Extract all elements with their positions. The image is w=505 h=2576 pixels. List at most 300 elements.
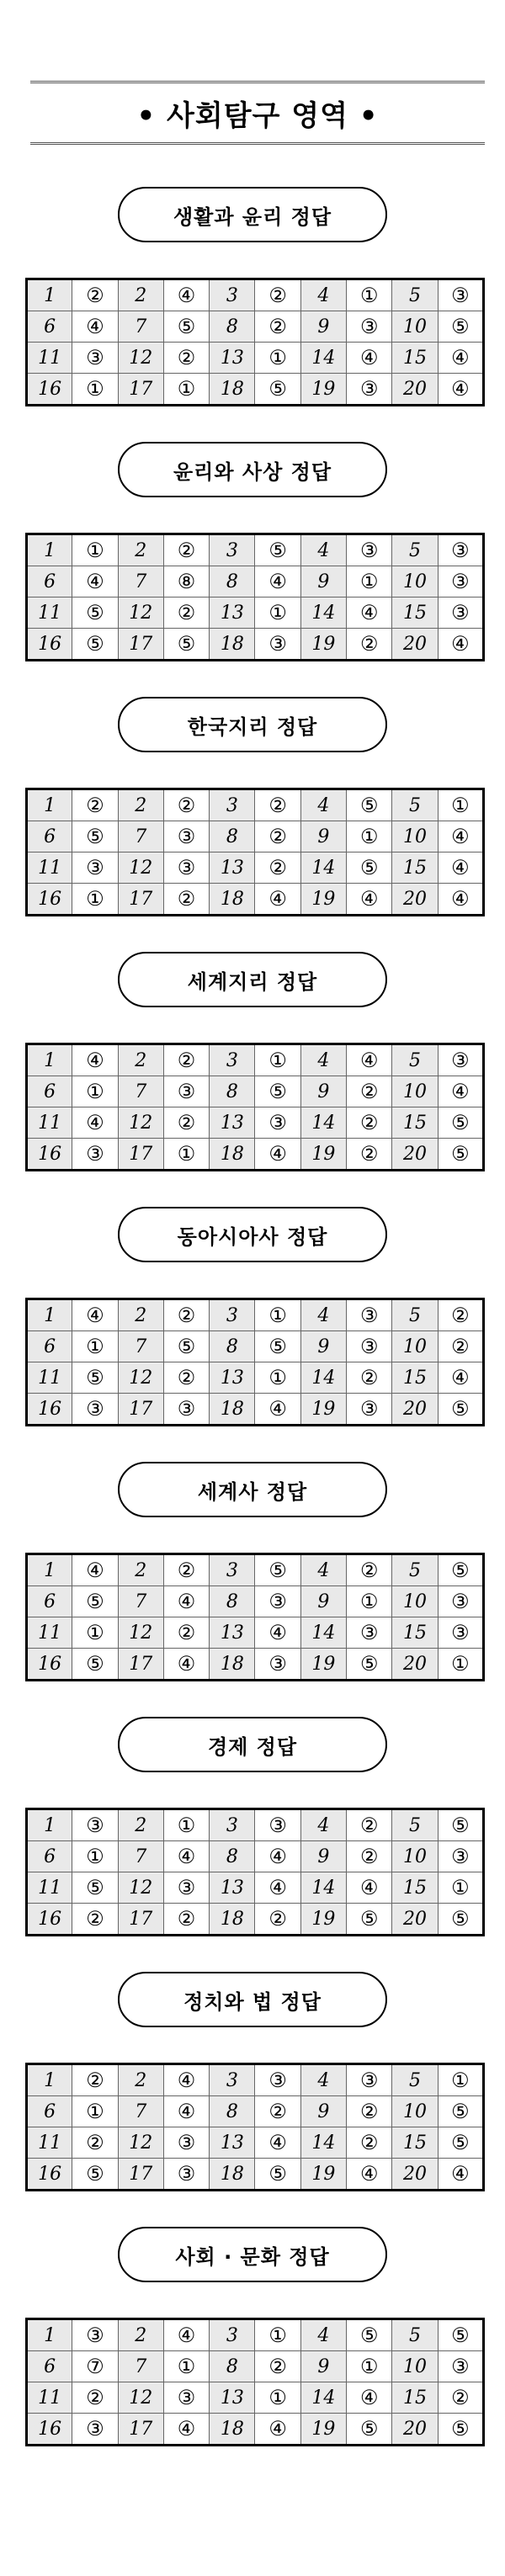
answer-value: ② xyxy=(163,884,209,916)
answer-section xyxy=(0,952,505,1179)
question-number: 13 xyxy=(210,852,255,884)
table-row xyxy=(27,2414,484,2446)
table-row xyxy=(27,279,484,311)
question-number: 17 xyxy=(118,1139,163,1171)
answer-value: ④ xyxy=(438,2159,483,2191)
question-number: 20 xyxy=(392,1394,438,1426)
answer-value: ① xyxy=(255,2382,300,2414)
question-number: 16 xyxy=(27,1649,72,1681)
answer-value: ③ xyxy=(255,1586,300,1617)
question-number: 5 xyxy=(392,2319,438,2351)
question-number: 9 xyxy=(300,2351,346,2382)
question-number: 11 xyxy=(27,1617,72,1649)
question-number: 16 xyxy=(27,884,72,916)
section-title-box xyxy=(118,697,387,752)
section-title: 정치와 법 정답 xyxy=(183,1989,322,2014)
answer-value: ④ xyxy=(163,1841,209,1872)
question-number: 8 xyxy=(210,2096,255,2127)
question-number: 16 xyxy=(27,2159,72,2191)
answer-value: ② xyxy=(72,789,118,821)
table-row xyxy=(27,598,484,629)
table-row xyxy=(27,1076,484,1107)
question-number: 13 xyxy=(210,1362,255,1394)
question-number: 18 xyxy=(210,1649,255,1681)
question-number: 20 xyxy=(392,1139,438,1171)
question-number: 13 xyxy=(210,343,255,374)
question-number: 14 xyxy=(300,343,346,374)
table-row xyxy=(27,1904,484,1936)
answer-value: ③ xyxy=(438,279,483,311)
answer-value: ④ xyxy=(438,343,483,374)
answer-value: ③ xyxy=(255,2064,300,2096)
answer-value: ③ xyxy=(72,1809,118,1841)
question-number: 17 xyxy=(118,1904,163,1936)
question-number: 11 xyxy=(27,1872,72,1904)
table-row xyxy=(27,2064,484,2096)
answer-section xyxy=(0,1462,505,1689)
question-number: 1 xyxy=(27,1044,72,1076)
table-row xyxy=(27,2159,484,2191)
answer-value: ① xyxy=(72,1331,118,1362)
answer-value: ④ xyxy=(72,1299,118,1331)
answer-value: ② xyxy=(347,1107,392,1139)
table-row xyxy=(27,1649,484,1681)
question-number: 15 xyxy=(392,598,438,629)
question-number: 15 xyxy=(392,1872,438,1904)
question-number: 12 xyxy=(118,1107,163,1139)
answer-value: ⑤ xyxy=(347,852,392,884)
question-number: 9 xyxy=(300,1331,346,1362)
question-number: 11 xyxy=(27,1362,72,1394)
answer-value: ④ xyxy=(255,2414,300,2446)
table-row xyxy=(27,2351,484,2382)
answer-value: ③ xyxy=(72,343,118,374)
question-number: 7 xyxy=(118,2351,163,2382)
answer-value: ④ xyxy=(255,2127,300,2159)
answer-value: ③ xyxy=(347,311,392,343)
answer-value: ③ xyxy=(438,1617,483,1649)
section-title: 경제 정답 xyxy=(207,1734,298,1759)
answer-value: ⑤ xyxy=(347,1904,392,1936)
answer-value: ② xyxy=(163,1904,209,1936)
question-number: 10 xyxy=(392,1841,438,1872)
answer-value: ④ xyxy=(72,311,118,343)
answer-table xyxy=(25,278,485,406)
question-number: 14 xyxy=(300,1362,346,1394)
section-title: 한국지리 정답 xyxy=(187,714,318,739)
answer-value: ⑤ xyxy=(438,1554,483,1586)
answer-value: ① xyxy=(438,1872,483,1904)
answer-value: ① xyxy=(163,1809,209,1841)
question-number: 1 xyxy=(27,534,72,566)
question-number: 12 xyxy=(118,852,163,884)
answer-value: ① xyxy=(72,2096,118,2127)
answer-value: ④ xyxy=(255,1841,300,1872)
question-number: 4 xyxy=(300,789,346,821)
question-number: 13 xyxy=(210,2382,255,2414)
question-number: 14 xyxy=(300,2127,346,2159)
answer-value: ④ xyxy=(438,374,483,406)
answer-value: ⑤ xyxy=(347,789,392,821)
question-number: 15 xyxy=(392,1362,438,1394)
question-number: 19 xyxy=(300,2414,346,2446)
question-number: 18 xyxy=(210,629,255,661)
answer-table xyxy=(25,1043,485,1171)
question-number: 12 xyxy=(118,343,163,374)
question-number: 7 xyxy=(118,1841,163,1872)
question-number: 9 xyxy=(300,566,346,598)
answer-value: ① xyxy=(163,2351,209,2382)
answer-value: ② xyxy=(255,821,300,852)
question-number: 15 xyxy=(392,852,438,884)
answer-value: ② xyxy=(163,789,209,821)
question-number: 3 xyxy=(210,2319,255,2351)
question-number: 19 xyxy=(300,2159,346,2191)
question-number: 14 xyxy=(300,852,346,884)
answer-value: ⑤ xyxy=(438,1809,483,1841)
answer-value: ① xyxy=(72,534,118,566)
question-number: 9 xyxy=(300,311,346,343)
answer-value: ③ xyxy=(438,2351,483,2382)
answer-value: ③ xyxy=(438,1841,483,1872)
answer-value: ⑤ xyxy=(255,1076,300,1107)
answer-value: ③ xyxy=(72,2414,118,2446)
question-number: 2 xyxy=(118,1554,163,1586)
question-number: 8 xyxy=(210,1841,255,1872)
answer-value: ④ xyxy=(438,821,483,852)
question-number: 17 xyxy=(118,1394,163,1426)
table-row xyxy=(27,1841,484,1872)
answer-value: ③ xyxy=(163,2382,209,2414)
question-number: 4 xyxy=(300,1809,346,1841)
answer-value: ⑤ xyxy=(438,1107,483,1139)
answer-value: ① xyxy=(347,566,392,598)
question-number: 1 xyxy=(27,1809,72,1841)
answer-table xyxy=(25,1298,485,1426)
answer-value: ① xyxy=(347,2351,392,2382)
answer-value: ② xyxy=(438,2382,483,2414)
question-number: 17 xyxy=(118,1649,163,1681)
answer-value: ③ xyxy=(72,1394,118,1426)
table-row xyxy=(27,1809,484,1841)
answer-value: ⑤ xyxy=(255,1331,300,1362)
question-number: 12 xyxy=(118,598,163,629)
question-number: 4 xyxy=(300,1299,346,1331)
question-number: 12 xyxy=(118,1872,163,1904)
answer-value: ④ xyxy=(255,884,300,916)
answer-value: ② xyxy=(163,598,209,629)
question-number: 2 xyxy=(118,1299,163,1331)
answer-value: ③ xyxy=(438,598,483,629)
question-number: 9 xyxy=(300,2096,346,2127)
answer-value: ⑤ xyxy=(438,1904,483,1936)
question-number: 14 xyxy=(300,1617,346,1649)
table-row xyxy=(27,374,484,406)
question-number: 17 xyxy=(118,884,163,916)
answer-value: ③ xyxy=(163,1872,209,1904)
table-row xyxy=(27,1554,484,1586)
answer-value: ② xyxy=(163,1044,209,1076)
question-number: 10 xyxy=(392,566,438,598)
answer-value: ① xyxy=(347,279,392,311)
answer-value: ③ xyxy=(72,1139,118,1171)
question-number: 20 xyxy=(392,1904,438,1936)
answer-value: ③ xyxy=(347,534,392,566)
answer-section xyxy=(0,442,505,669)
question-number: 4 xyxy=(300,2064,346,2096)
answer-value: ④ xyxy=(347,884,392,916)
question-number: 8 xyxy=(210,311,255,343)
question-number: 9 xyxy=(300,1076,346,1107)
answer-value: ② xyxy=(72,279,118,311)
answer-value: ③ xyxy=(438,1044,483,1076)
answer-table xyxy=(25,1808,485,1936)
answer-value: ③ xyxy=(255,629,300,661)
answer-value: ③ xyxy=(255,1649,300,1681)
question-number: 14 xyxy=(300,2382,346,2414)
question-number: 2 xyxy=(118,1044,163,1076)
answer-value: ⑤ xyxy=(347,2319,392,2351)
answer-value: ④ xyxy=(438,1362,483,1394)
answer-value: ④ xyxy=(438,629,483,661)
answer-value: ⑤ xyxy=(163,311,209,343)
table-row xyxy=(27,1394,484,1426)
question-number: 19 xyxy=(300,629,346,661)
answer-value: ① xyxy=(255,1044,300,1076)
answer-value: ④ xyxy=(438,852,483,884)
question-number: 13 xyxy=(210,2127,255,2159)
question-number: 5 xyxy=(392,1809,438,1841)
question-number: 16 xyxy=(27,374,72,406)
question-number: 15 xyxy=(392,1107,438,1139)
answer-value: ② xyxy=(163,1362,209,1394)
answer-value: ① xyxy=(255,598,300,629)
question-number: 6 xyxy=(27,2096,72,2127)
question-number: 4 xyxy=(300,2319,346,2351)
answer-section xyxy=(0,1717,505,1944)
question-number: 3 xyxy=(210,1044,255,1076)
answer-value: ② xyxy=(438,1331,483,1362)
answer-value: ① xyxy=(438,789,483,821)
answer-value: ⑤ xyxy=(438,2319,483,2351)
answer-value: ② xyxy=(255,1904,300,1936)
question-number: 2 xyxy=(118,1809,163,1841)
answer-value: ④ xyxy=(72,566,118,598)
answer-value: ④ xyxy=(255,1872,300,1904)
table-row xyxy=(27,2127,484,2159)
question-number: 3 xyxy=(210,279,255,311)
answer-value: ③ xyxy=(163,1076,209,1107)
answer-value: ② xyxy=(347,1809,392,1841)
question-number: 5 xyxy=(392,2064,438,2096)
answer-value: ① xyxy=(347,821,392,852)
question-number: 17 xyxy=(118,2159,163,2191)
question-number: 7 xyxy=(118,311,163,343)
answer-value: ⑦ xyxy=(72,2351,118,2382)
question-number: 13 xyxy=(210,1872,255,1904)
table-row xyxy=(27,1139,484,1171)
question-number: 20 xyxy=(392,2414,438,2446)
answer-value: ① xyxy=(72,1617,118,1649)
question-number: 11 xyxy=(27,343,72,374)
question-number: 20 xyxy=(392,629,438,661)
question-number: 3 xyxy=(210,534,255,566)
table-row xyxy=(27,629,484,661)
question-number: 6 xyxy=(27,821,72,852)
question-number: 7 xyxy=(118,1076,163,1107)
answer-value: ③ xyxy=(438,1586,483,1617)
answer-value: ④ xyxy=(255,1617,300,1649)
table-row xyxy=(27,821,484,852)
answer-value: ③ xyxy=(163,2127,209,2159)
answer-value: ② xyxy=(347,1362,392,1394)
answer-value: ③ xyxy=(163,852,209,884)
answer-value: ④ xyxy=(72,1554,118,1586)
answer-value: ② xyxy=(255,2351,300,2382)
answer-value: ② xyxy=(163,534,209,566)
question-number: 2 xyxy=(118,2064,163,2096)
question-number: 7 xyxy=(118,821,163,852)
answer-value: ③ xyxy=(347,1617,392,1649)
answer-value: ① xyxy=(72,1076,118,1107)
question-number: 4 xyxy=(300,279,346,311)
question-number: 5 xyxy=(392,534,438,566)
question-number: 1 xyxy=(27,1299,72,1331)
question-number: 15 xyxy=(392,343,438,374)
question-number: 6 xyxy=(27,1076,72,1107)
answer-value: ② xyxy=(255,789,300,821)
answer-value: ⑤ xyxy=(72,821,118,852)
question-number: 19 xyxy=(300,1649,346,1681)
answer-value: ③ xyxy=(347,374,392,406)
answer-value: ③ xyxy=(438,566,483,598)
answer-value: ③ xyxy=(347,2064,392,2096)
question-number: 8 xyxy=(210,1586,255,1617)
answer-value: ④ xyxy=(347,1872,392,1904)
answer-value: ② xyxy=(347,2096,392,2127)
question-number: 6 xyxy=(27,2351,72,2382)
answer-value: ⑤ xyxy=(438,311,483,343)
section-title-box xyxy=(118,952,387,1007)
answer-table xyxy=(25,788,485,916)
answer-value: ① xyxy=(72,884,118,916)
question-number: 9 xyxy=(300,1841,346,1872)
question-number: 11 xyxy=(27,2382,72,2414)
answer-table xyxy=(25,2063,485,2191)
answer-value: ④ xyxy=(347,598,392,629)
answer-value: ④ xyxy=(163,1649,209,1681)
question-number: 11 xyxy=(27,598,72,629)
question-number: 12 xyxy=(118,2382,163,2414)
answer-section xyxy=(0,697,505,924)
answer-value: ③ xyxy=(255,1107,300,1139)
question-number: 20 xyxy=(392,374,438,406)
answer-value: ⑤ xyxy=(72,1586,118,1617)
question-number: 18 xyxy=(210,374,255,406)
answer-value: ② xyxy=(72,2064,118,2096)
question-number: 14 xyxy=(300,598,346,629)
table-row xyxy=(27,2382,484,2414)
answer-value: ② xyxy=(72,2127,118,2159)
question-number: 8 xyxy=(210,1331,255,1362)
question-number: 6 xyxy=(27,1331,72,1362)
answer-value: ④ xyxy=(72,1044,118,1076)
question-number: 2 xyxy=(118,279,163,311)
answer-value: ④ xyxy=(163,2414,209,2446)
answer-value: ⑤ xyxy=(72,1362,118,1394)
question-number: 18 xyxy=(210,1139,255,1171)
table-row xyxy=(27,1331,484,1362)
question-number: 2 xyxy=(118,2319,163,2351)
question-number: 19 xyxy=(300,1904,346,1936)
answer-section xyxy=(0,1207,505,1434)
question-number: 8 xyxy=(210,566,255,598)
question-number: 18 xyxy=(210,2159,255,2191)
question-number: 7 xyxy=(118,566,163,598)
question-number: 16 xyxy=(27,1139,72,1171)
answer-value: ③ xyxy=(163,2159,209,2191)
answer-value: ⑤ xyxy=(163,629,209,661)
question-number: 15 xyxy=(392,1617,438,1649)
question-number: 14 xyxy=(300,1872,346,1904)
question-number: 3 xyxy=(210,1554,255,1586)
table-row xyxy=(27,343,484,374)
question-number: 6 xyxy=(27,1841,72,1872)
question-number: 14 xyxy=(300,1107,346,1139)
question-number: 3 xyxy=(210,1299,255,1331)
answer-value: ② xyxy=(255,279,300,311)
page-title: • 사회탐구 영역 • xyxy=(136,98,379,133)
question-number: 12 xyxy=(118,1362,163,1394)
section-title: 사회 · 문화 정답 xyxy=(175,2244,330,2269)
question-number: 9 xyxy=(300,1586,346,1617)
question-number: 5 xyxy=(392,789,438,821)
table-row xyxy=(27,1107,484,1139)
answer-value: ① xyxy=(72,1841,118,1872)
answer-value: ③ xyxy=(163,821,209,852)
table-row xyxy=(27,566,484,598)
answer-value: ② xyxy=(163,1107,209,1139)
answer-value: ② xyxy=(255,852,300,884)
answer-value: ② xyxy=(438,1299,483,1331)
question-number: 3 xyxy=(210,789,255,821)
question-number: 18 xyxy=(210,884,255,916)
question-number: 11 xyxy=(27,2127,72,2159)
question-number: 13 xyxy=(210,1617,255,1649)
answer-value: ② xyxy=(347,1841,392,1872)
section-title: 세계지리 정답 xyxy=(187,969,318,994)
answer-value: ⑤ xyxy=(255,1554,300,1586)
question-number: 13 xyxy=(210,598,255,629)
question-number: 20 xyxy=(392,2159,438,2191)
answer-value: ② xyxy=(347,1139,392,1171)
answer-value: ② xyxy=(72,2382,118,2414)
section-title-box xyxy=(118,1717,387,1772)
page-header xyxy=(30,81,485,145)
question-number: 15 xyxy=(392,2127,438,2159)
question-number: 12 xyxy=(118,2127,163,2159)
answer-value: ④ xyxy=(347,2382,392,2414)
question-number: 10 xyxy=(392,1586,438,1617)
section-title: 동아시아사 정답 xyxy=(177,1224,328,1249)
answer-value: ① xyxy=(163,1139,209,1171)
question-number: 5 xyxy=(392,1554,438,1586)
section-title-box xyxy=(118,1972,387,2027)
section-title-box xyxy=(118,2227,387,2282)
answer-value: ② xyxy=(163,1617,209,1649)
question-number: 10 xyxy=(392,2096,438,2127)
question-number: 6 xyxy=(27,566,72,598)
